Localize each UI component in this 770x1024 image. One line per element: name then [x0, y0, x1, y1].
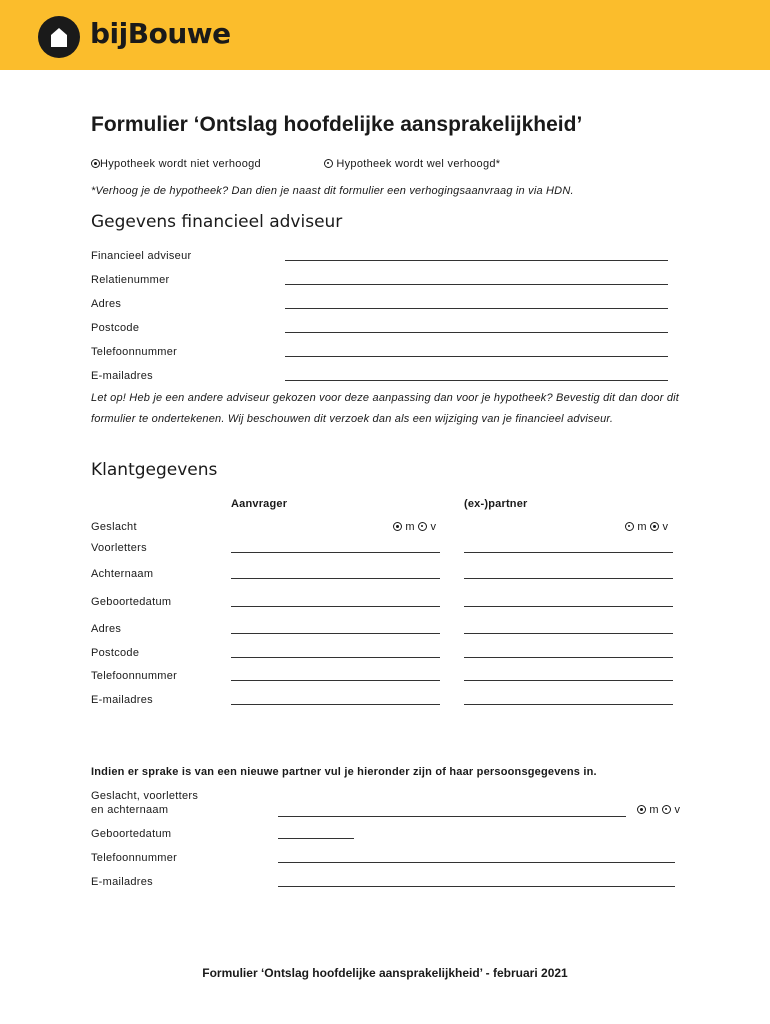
new-partner-label-name-1: Geslacht, voorletters [91, 790, 199, 802]
applicant-gender-v-label: v [430, 521, 437, 533]
gender-label: Geslacht [91, 521, 137, 533]
partner-gender-v-label: v [662, 521, 669, 533]
advisor-label-relation: Relatienummer [91, 274, 170, 286]
page-title: Formulier ‘Ontslag hoofdelijke aansprakelijkheid’ [91, 113, 583, 136]
applicant-field-postcode[interactable] [231, 657, 440, 658]
new-partner-gender-v-radio[interactable] [662, 805, 671, 814]
partner-gender-m-radio[interactable] [625, 522, 634, 531]
page-footer: Formulier ‘Ontslag hoofdelijke aansprakelijkheid’ - februari 2021 [202, 966, 568, 980]
advisor-label-name: Financieel adviseur [91, 250, 192, 262]
new-partner-label-name-2: en achternaam [91, 804, 169, 816]
advisor-field-relation[interactable] [285, 284, 668, 285]
partner-field-birthdate[interactable] [464, 606, 673, 607]
client-label-initials: Voorletters [91, 542, 147, 554]
option-raised[interactable] [324, 158, 500, 170]
new-partner-field-birthdate[interactable] [278, 838, 354, 839]
option-not-raised[interactable] [91, 158, 261, 170]
advisor-warning: Let op! Heb je een andere adviseur gekozen voor deze aanpassing dan voor je hypotheek? Bevestig dit dan door dit formulier te ondertekenen. Wij beschouwen dit verzoek dan als een wijziging van je financieel adviseur. [91, 392, 680, 425]
partner-field-email[interactable] [464, 704, 673, 705]
header-bar [0, 0, 770, 70]
new-partner-gender-m-radio[interactable] [637, 805, 646, 814]
option-raised-label: Hypotheek wordt wel verhoogd* [336, 158, 501, 170]
advisor-label-phone: Telefoonnummer [91, 346, 178, 358]
col-applicant: Aanvrager [231, 498, 288, 510]
applicant-field-initials[interactable] [231, 552, 440, 553]
partner-gender[interactable] [625, 521, 668, 533]
advisor-label-email: E-mailadres [91, 370, 153, 382]
advisor-field-phone[interactable] [285, 356, 668, 357]
partner-field-phone[interactable] [464, 680, 673, 681]
new-partner-label-birthdate: Geboortedatum [91, 828, 172, 840]
client-label-phone: Telefoonnummer [91, 670, 178, 682]
new-partner-intro: Indien er sprake is van een nieuwe partner vul je hieronder zijn of haar persoonsgegevens in. [91, 766, 597, 778]
applicant-field-email[interactable] [231, 704, 440, 705]
option-not-raised-label: Hypotheek wordt niet verhoogd [100, 158, 261, 170]
new-partner-field-name[interactable] [278, 816, 626, 817]
advisor-field-name[interactable] [285, 260, 668, 261]
applicant-gender-v-radio[interactable] [418, 522, 427, 531]
advisor-heading: Gegevens financieel adviseur [91, 212, 343, 232]
partner-field-postcode[interactable] [464, 657, 673, 658]
new-partner-gender-m-label: m [649, 804, 659, 816]
applicant-gender-m-radio[interactable] [393, 522, 402, 531]
new-partner-field-email[interactable] [278, 886, 675, 887]
advisor-field-address[interactable] [285, 308, 668, 309]
brand-logo-text: bijBouwe [90, 17, 231, 50]
partner-field-initials[interactable] [464, 552, 673, 553]
advisor-label-address: Adres [91, 298, 122, 310]
applicant-gender-m-label: m [405, 521, 415, 533]
new-partner-gender[interactable] [637, 804, 680, 816]
applicant-field-address[interactable] [231, 633, 440, 634]
advisor-label-postcode: Postcode [91, 322, 140, 334]
raise-note: *Verhoog je de hypotheek? Dan dien je naast dit formulier een verhogingsaanvraag in via HDN. [91, 185, 574, 197]
partner-field-address[interactable] [464, 633, 673, 634]
col-partner: (ex-)partner [464, 498, 528, 510]
new-partner-label-phone: Telefoonnummer [91, 852, 178, 864]
partner-gender-m-label: m [637, 521, 647, 533]
new-partner-label-email: E-mailadres [91, 876, 153, 888]
applicant-field-phone[interactable] [231, 680, 440, 681]
client-label-email: E-mailadres [91, 694, 153, 706]
advisor-field-postcode[interactable] [285, 332, 668, 333]
new-partner-gender-v-label: v [674, 804, 681, 816]
client-label-lastname: Achternaam [91, 568, 154, 580]
radio-not-raised[interactable] [91, 159, 100, 168]
client-heading: Klantgegevens [91, 460, 218, 480]
partner-gender-v-radio[interactable] [650, 522, 659, 531]
client-label-postcode: Postcode [91, 647, 140, 659]
applicant-gender[interactable] [393, 521, 436, 533]
applicant-field-lastname[interactable] [231, 578, 440, 579]
client-label-birthdate: Geboortedatum [91, 596, 172, 608]
new-partner-field-phone[interactable] [278, 862, 675, 863]
applicant-field-birthdate[interactable] [231, 606, 440, 607]
partner-field-lastname[interactable] [464, 578, 673, 579]
client-label-address: Adres [91, 623, 122, 635]
house-icon [38, 16, 80, 58]
advisor-field-email[interactable] [285, 380, 668, 381]
radio-raised[interactable] [324, 159, 333, 168]
